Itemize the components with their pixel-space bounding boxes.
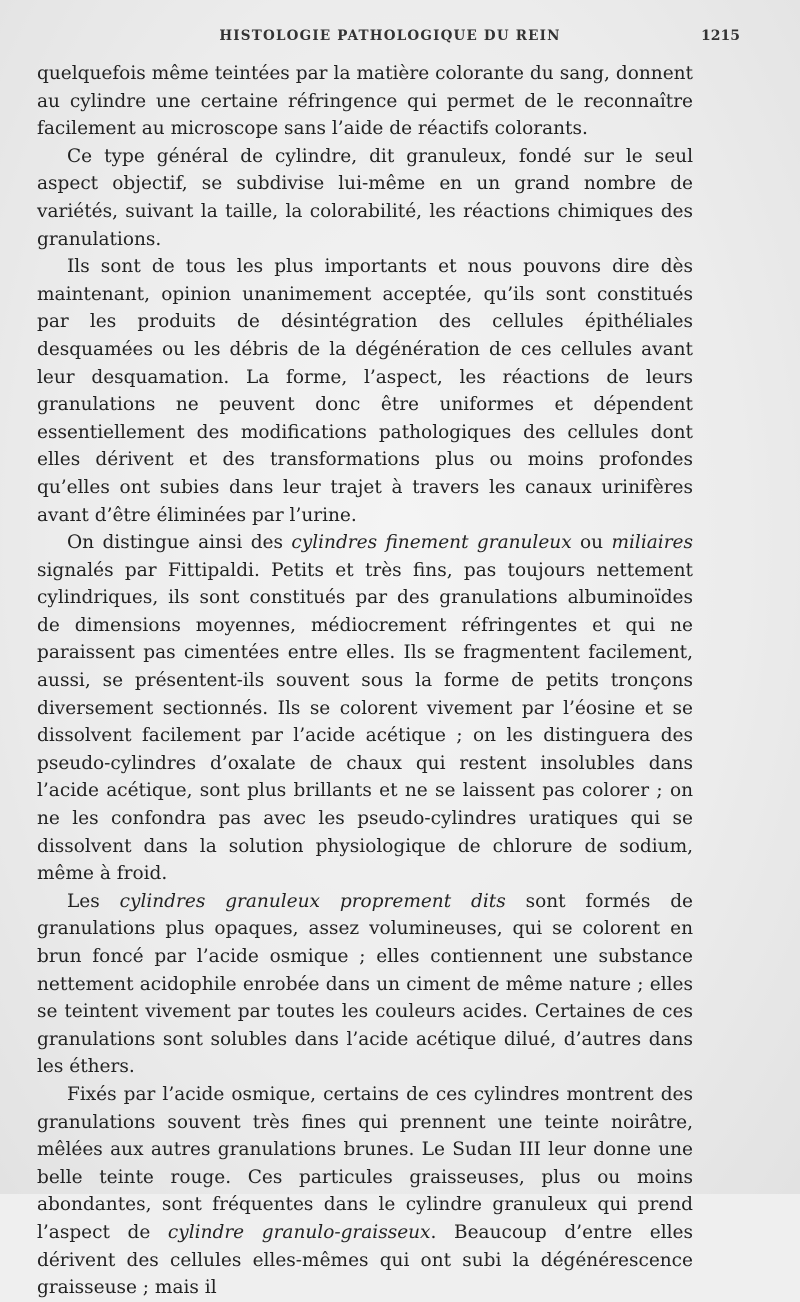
paragraph-importance: Ils sont de tous les plus importants et nous pouvons dire dès maintenant, opinion unanimement acceptée, qu’ils sont constitués par les produits de désintégration des cellules épithéliales desquamées ou les débris de la dégénération de ces cellules avant leur desquamation. La forme, l’aspect, les réactions de leurs granulations ne peuvent donc être uniformes et dépendent essentiellement des modifications pathologiques des cellules dont elles dérivent et des transformations plus ou moins profondes qu’elles ont subies dans leur trajet à travers les canaux urinifères avant d’être éliminées par l’urine. (37, 256, 693, 526)
paragraph-cylinder-type: Ce type général de cylindre, dit granuleux, fondé sur le seul aspect objectif, se subdivise lui-même en un grand nombre de variétés, suivant la taille, la colorabilité, les réactions chimiques des granulations. (37, 145, 693, 250)
text-segment: ou (571, 532, 612, 554)
paragraph-continuation: quelquefois même teintées par la matière colorante du sang, donnent au cylindre une certaine réfringence qui permet de le reconnaître facilement au microscope sans l’aide de réactifs colorants. (37, 63, 693, 140)
page-header (40, 24, 740, 50)
running-title: HISTOLOGIE PATHOLOGIQUE DU REIN (219, 28, 561, 44)
text-segment: Les (67, 890, 120, 912)
text-segment: Fixés par l’acide osmique, certains de ces cylindres montrent des granulations souvent très fines qui prennent une teinte noirâtre, mêlées aux autres granulations brunes. Le Sudan III leur donne une belle teinte rouge. Ces particules graisseuses, plus ou moins abondantes, sont fréquentes dans le cylindre granuleux qui prend l’aspect de (37, 1083, 693, 1243)
italic-term: cylindre granulo-graisseux (167, 1221, 431, 1243)
text-segment: . Beaucoup d’entre elles dérivent des cellules elles-mêmes qui ont subi la dégénérescence graisseuse ; mais il (37, 1221, 693, 1299)
text-segment: sont formés de granulations plus opaques, assez volumineuses, qui se colorent en brun foncé par l’acide osmique ; elles contiennent une substance nettement acidophile enrobée dans un ciment de même nature ; elles se teintent vivement par toutes les couleurs acides. Certaines de ces granulations sont solubles dans l’acide acétique dilué, d’autres dans les éthers. (37, 890, 693, 1078)
italic-term: miliaires (611, 532, 693, 554)
paragraph-granular-proper (37, 888, 693, 1081)
italic-term: cylindres granuleux proprement dits (119, 890, 506, 912)
paragraph-fine-granular (37, 529, 693, 888)
italic-term: cylindres finement granuleux (291, 532, 572, 554)
text-segment: signalés par Fittipaldi. Petits et très fins, pas toujours nettement cylindriques, ils sont constitués par des granulations albuminoïdes de dimensions moyennes, médiocrement réfringentes et qui ne paraissent pas cimentées entre elles. Ils se fragmentent facilement, aussi, se présentent-ils souvent sous la forme de petits tronçons diversement sectionnés. Ils se colorent vivement par l’éosine et se dissolvent facilement par l’acide acétique ; on les distinguera des pseudo-cylindres d’oxalate de chaux qui restent insolubles dans l’acide acétique, sont plus brillants et ne se laissent pas colorer ; on ne les confondra pas avec les pseudo-cylindres uratiques qui se dissolvent dans la solution physiologique de chlorure de sodium, même à froid. (37, 559, 693, 885)
page-number: 1215 (701, 28, 740, 44)
paragraph-osmic-fixation (37, 1081, 693, 1302)
body-text (37, 60, 693, 1302)
text-segment: On distingue ainsi des (67, 532, 292, 554)
